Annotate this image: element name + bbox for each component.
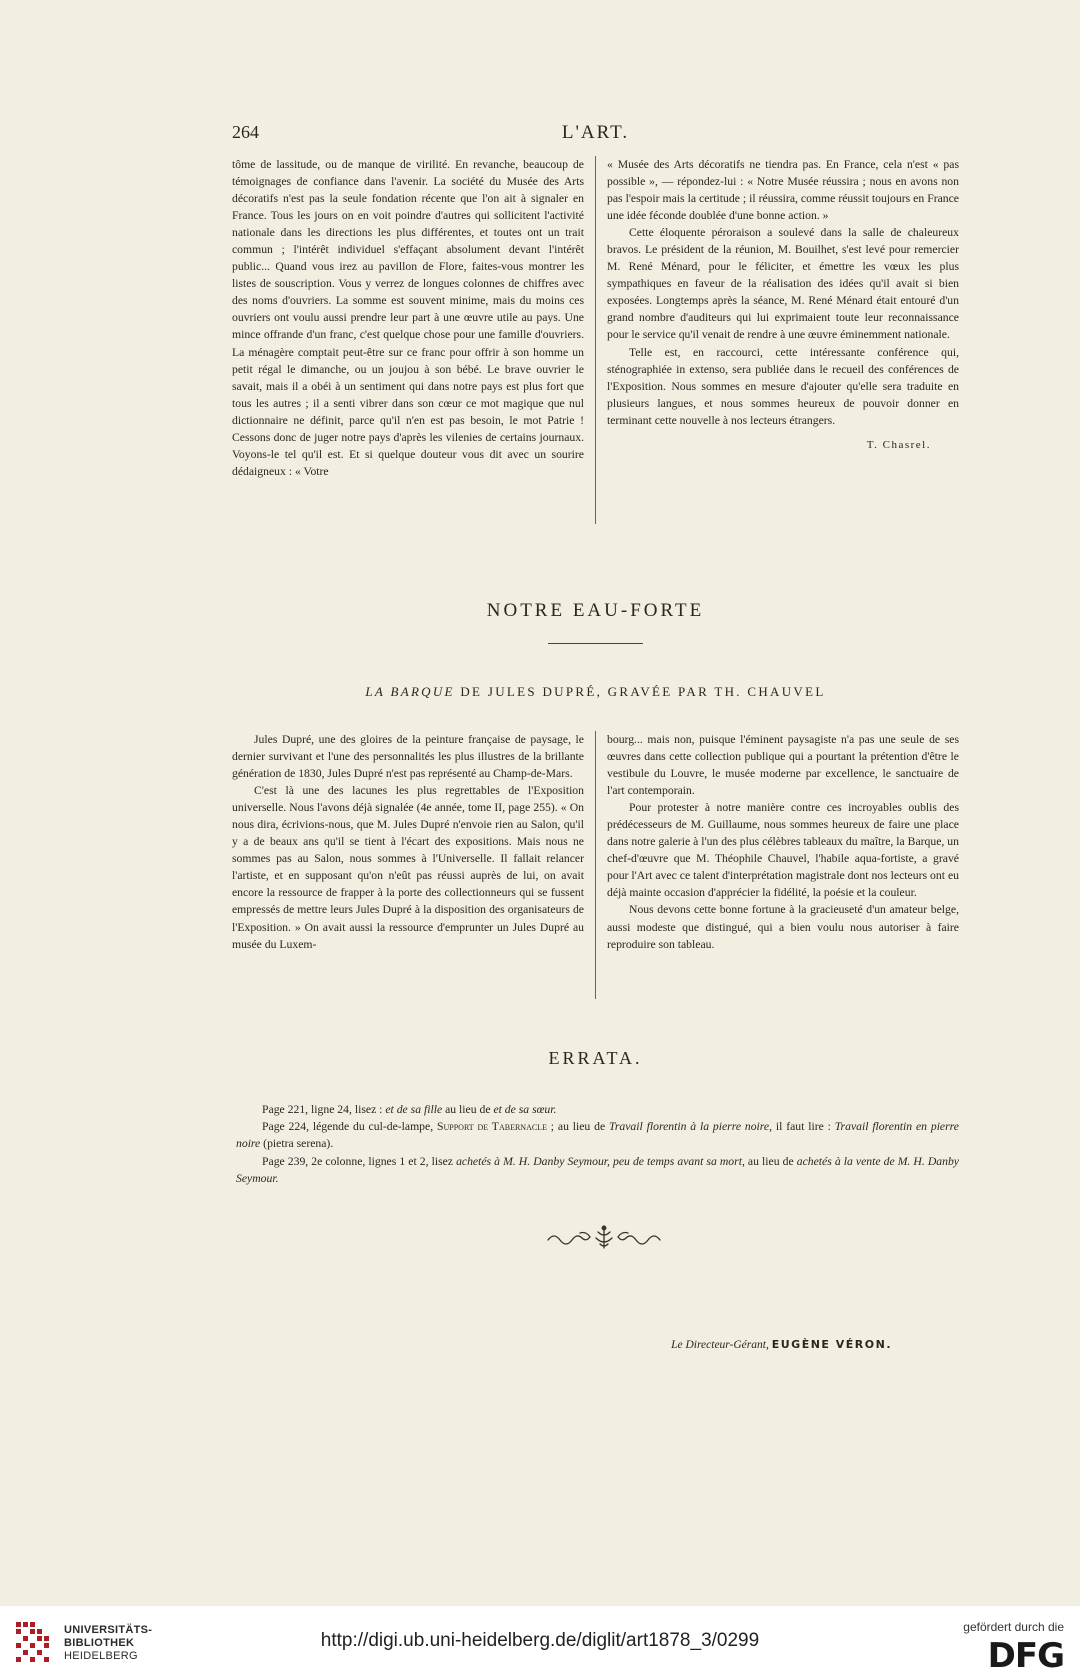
paragraph: Nous devons cette bonne fortune à la gracieuseté d'un amateur belge, aussi modeste que distingué, qui a bien voulu nous autoriser à faire reproduire son tableau. [607,903,959,951]
article-left-column [232,156,584,528]
errata-text: au lieu de [442,1103,494,1116]
etching-left-column [232,731,584,999]
paragraph: C'est là une des lacunes les plus regrettables de l'Exposition universelle. Nous l'avons déjà signalée (4e année, tome II, page 255). « On nous dira, écrivions-nous, que M. Jules Dupré n'envoie rien au Salon, qu'il y a de beaux ans qu'il se tient à l'écart des expositions. Mais nous ne sommes pas au Salon, nous sommes à l'Universelle. Il fallait relancer l'artiste, et en supposant qu'on n'eût pas réussi auprès de lui, on avait encore la ressource de frapper à la porte des collectionneurs qui se fussent empressés de mettre leurs Jules Dupré à la disposition des organisateurs de l'Exposition. » On avait aussi la ressource d'emprunter un Jules Dupré au musée du Luxem- [232,784,584,951]
column-divider [595,156,596,524]
errata-text: ; au lieu de [546,1120,609,1134]
permalink-url[interactable]: http://digi.ub.uni-heidelberg.de/diglit/art1878_3/0299 [320,1630,760,1651]
funded-by-label: gefördert durch die [963,1620,1064,1634]
viewer-footer [0,1606,1080,1680]
errata-entry [236,1101,959,1118]
journal-title: L'ART. [561,122,630,143]
etching-section-title: NOTRE EAU-FORTE [486,600,705,621]
errata-text: Page 224, légende du cul-de-lampe, [262,1120,437,1134]
column-divider [595,731,596,999]
errata-entry [236,1118,959,1152]
etching-columns [232,731,959,999]
paragraph: « Musée des Arts décoratifs ne tiendra pas. En France, cela n'est « pas possible », — répondez-lui : « Notre Musée réussira ; nous en avons non pas l'espoir mais la certitude ; il réussira, comme réussit toujours en France une idée féconde doublée d'une bonne action. » [607,158,959,223]
errata-text: Page 221, ligne 24, lisez : [262,1103,386,1116]
errata-text: Travail florentin à la pierre noire [609,1120,770,1134]
errata-text: , au lieu de [741,1154,797,1168]
subtitle-artwork: LA BARQUE [365,684,455,699]
errata-text: achetés à M. H. Danby Seymour, peu de temps avant sa mort [456,1154,742,1168]
errata-entry [236,1153,959,1187]
director-label: Le Directeur-Gérant, [671,1339,772,1351]
library-name-line: BIBLIOTHEK [64,1637,135,1649]
paragraph: tôme de lassitude, ou de manque de virilité. En revanche, beaucoup de témoignages de confiance dans l'avenir. La société du Musée des Arts décoratifs n'est pas la seule fondation récente que l'on ait à signaler en France. Tous les jours on en voit poindre d'autres qui sollicitent l'activité nationale dans les directions les plus différentes, et toutes ont un trait commun ; l'intérêt individuel s'effaçant absolument devant l'intérêt public... Quand vous irez au pavillon de Flore, faites-vous montrer les listes de souscription. Vous y verrez de longues colonnes de chiffres avec des noms d'ouvriers. La somme est souvent minime, mais du moins ces ouvriers ont voulu aussi prendre leur part à une œuvre utile au pays. Une mince offrande d'un franc, c'est quelque chose pour une famille d'ouvriers. La ménagère comptait peut-être sur ce franc pour offrir à son homme un petit régal le dimanche, ou un joujou à son bébé. Le brave ouvrier le savait, mais il a obéi à un sentiment qui dans notre pays est plus fort que tous les autres ; il a senti vibrer dans son cœur ce mot magique que nul dictionnaire ne définit, parce qu'il n'en est pas besoin, le mot Patrie ! Cessons donc de juger notre pays d'après les vilenies de certains journaux. Voyons-le tel qu'il est. Et si quelque douteur vous dit avec un sourire dédaigneux : « Votre [232,158,584,478]
paragraph: Pour protester à notre manière contre ces incroyables oublis des prédécesseurs de M. Guillaume, nous sommes heureux de faire une place dans notre galerie à l'un des plus célèbres tableaux du maître, la Barque, un chef-d'œuvre que M. Théophile Chauvel, l'habile aqua-fortiste, a gravé pour l'Art avec ce talent d'interprétation magistrale dont nos lecteurs ont eu déjà mainte occasion d'apprécier la fidélité, la poésie et la couleur. [607,801,959,900]
errata-text: , il faut lire : [769,1120,835,1134]
library-name-line: UNIVERSITÄTS- [64,1624,153,1636]
errata-text: et de sa sœur. [493,1103,557,1116]
page-number: 264 [232,122,259,142]
paragraph: bourg... mais non, puisque l'éminent paysagiste n'a pas une seule de ses œuvres dans cette collection publique qui a pourtant la prétention d'être le vestibule du Louvre, le musée moderne par excellence, le sanctuaire de l'art contemporain. [607,733,959,798]
subtitle-credits: DE JULES DUPRÉ, GRAVÉE PAR TH. CHAUVEL [454,684,826,699]
director-name: EUGÈNE VÉRON. [771,1338,892,1351]
director-line [671,1338,892,1351]
errata-title: ERRATA. [548,1048,643,1068]
article-right-column [607,156,959,528]
errata-text: achetés à la vente de M. H. Danby Seymour. [236,1154,959,1185]
etching-right-column [607,731,959,999]
errata-text: Support de Tabernacle [436,1120,547,1134]
article-end-columns [232,156,959,528]
title-rule [548,643,643,644]
errata-text: et de sa fille [385,1103,443,1116]
errata-list [236,1101,959,1187]
paragraph: Jules Dupré, une des gloires de la peinture française de paysage, le dernier survivant et l'une des personnalités les plus illustres de la brillante génération de 1830, Jules Dupré n'est pas représenté au Champ-de-Mars. [232,733,584,781]
paragraph: Telle est, en raccourci, cette intéressante conférence qui, sténographiée in extenso, sera publiée dans le recueil des conférences de l'Exposition. Nous sommes en mesure d'ajouter qu'elle sera traduite en plusieurs langues, et nous sommes heureux de pouvoir donner en terminant cette nouvelle à nos lecteurs étrangers. [607,345,959,427]
paragraph: Cette éloquente péroraison a soulevé dans la salle de chaleureux bravos. Le président de la réunion, M. Bouilhet, s'est levé pour remercier M. René Ménard, pour le féliciter, et émettre les vœux les plus sympathiques en faveur de la réalisation des idées qu'il avait si bien exposées. Longtemps après la séance, M. René Ménard était entouré d'un grand nombre d'auditeurs qui lui exprimaient toute leur reconnaissance pour le service qu'il venait de rendre à une œuvre éminemment nationale. [607,226,959,342]
dfg-logo[interactable]: DFG [987,1636,1064,1676]
running-head [232,122,959,146]
author-signature: T. Chasrel. [866,438,931,451]
decorative-ornament-icon [544,1224,664,1250]
errata-text: Page 239, 2e colonne, lignes 1 et 2, lisez [262,1154,457,1168]
library-name-line: HEIDELBERG [64,1650,138,1662]
etching-subtitle [232,684,959,700]
errata-text: (pietra serena). [260,1137,334,1151]
errata-text: Travail florentin en pierre noire [236,1120,959,1151]
